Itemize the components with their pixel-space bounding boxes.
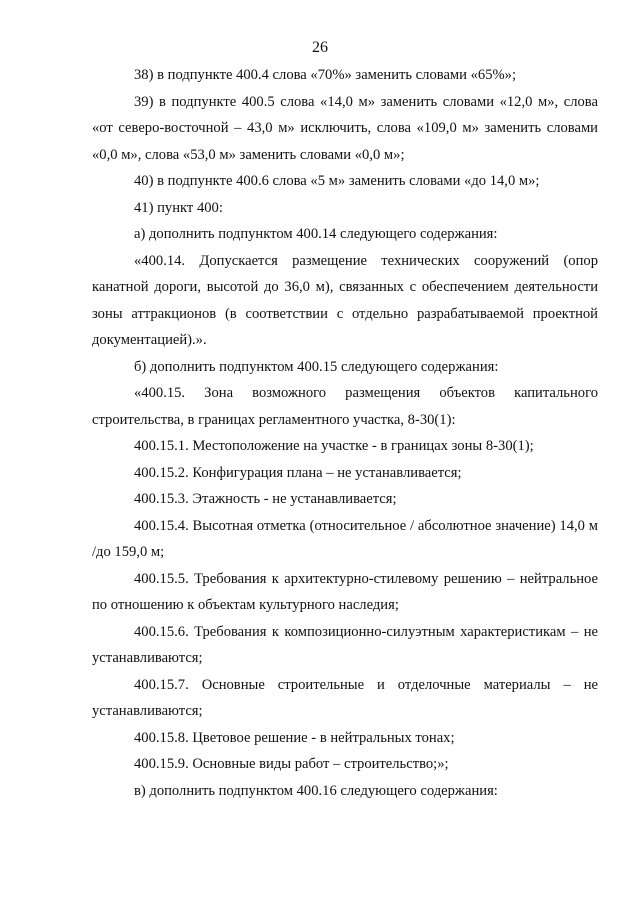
paragraph-400-15-5: 400.15.5. Требования к архитектурно-стилевому решению – нейтральное по отношению к объектам культурного наследия; <box>92 570 598 613</box>
paragraph-400-14: «400.14. Допускается размещение технических сооружений (опор канатной дороги, высотой до 36,0 м), связанных с обеспечением деятельности зоны аттракционов (в соответствии с отдельно разрабатываемой проектной документацией).». <box>92 252 598 348</box>
paragraph-38: 38) в подпункте 400.4 слова «70%» заменить словами «65%»; <box>134 67 517 83</box>
paragraph-41b: б) дополнить подпунктом 400.15 следующего содержания: <box>134 358 499 375</box>
paragraph-41a: а) дополнить подпунктом 400.14 следующего содержания: <box>134 226 498 242</box>
paragraph-400-15-9: 400.15.9. Основные виды работ – строительство;»; <box>134 756 449 772</box>
paragraph-400-15-6: 400.15.6. Требования к композиционно-силуэтным характеристикам – не устанавливаются; <box>92 623 598 666</box>
page-number: 26 <box>312 39 328 56</box>
document-body <box>92 62 598 804</box>
paragraph-400-15-8: 400.15.8. Цветовое решение - в нейтральных тонах; <box>134 729 455 746</box>
paragraph-400-15: «400.15. Зона возможного размещения объектов капитального строительства, в границах регламентного участка, 8-30(1): <box>92 385 598 428</box>
paragraph-39: 39) в подпункте 400.5 слова «14,0 м» заменить словами «12,0 м», слова «от северо-восточной – 43,0 м» исключить, слова «109,0 м» заменить словами «0,0 м», слова «53,0 м» заменить словами «0,0 м»; <box>92 93 598 163</box>
paragraph-400-15-1: 400.15.1. Местоположение на участке - в границах зоны 8-30(1); <box>134 438 534 454</box>
paragraph-400-15-2: 400.15.2. Конфигурация плана – не устанавливается; <box>134 464 462 481</box>
paragraph-41v: в) дополнить подпунктом 400.16 следующего содержания: <box>134 782 498 799</box>
paragraph-400-15-3: 400.15.3. Этажность - не устанавливается; <box>134 491 397 507</box>
paragraph-400-15-7: 400.15.7. Основные строительные и отделочные материалы – не устанавливаются; <box>92 676 598 719</box>
paragraph-40: 40) в подпункте 400.6 слова «5 м» заменить словами «до 14,0 м»; <box>134 173 540 189</box>
paragraph-400-15-4: 400.15.4. Высотная отметка (относительное / абсолютное значение) 14,0 м /до 159,0 м; <box>92 517 598 560</box>
paragraph-41: 41) пункт 400: <box>134 199 223 216</box>
